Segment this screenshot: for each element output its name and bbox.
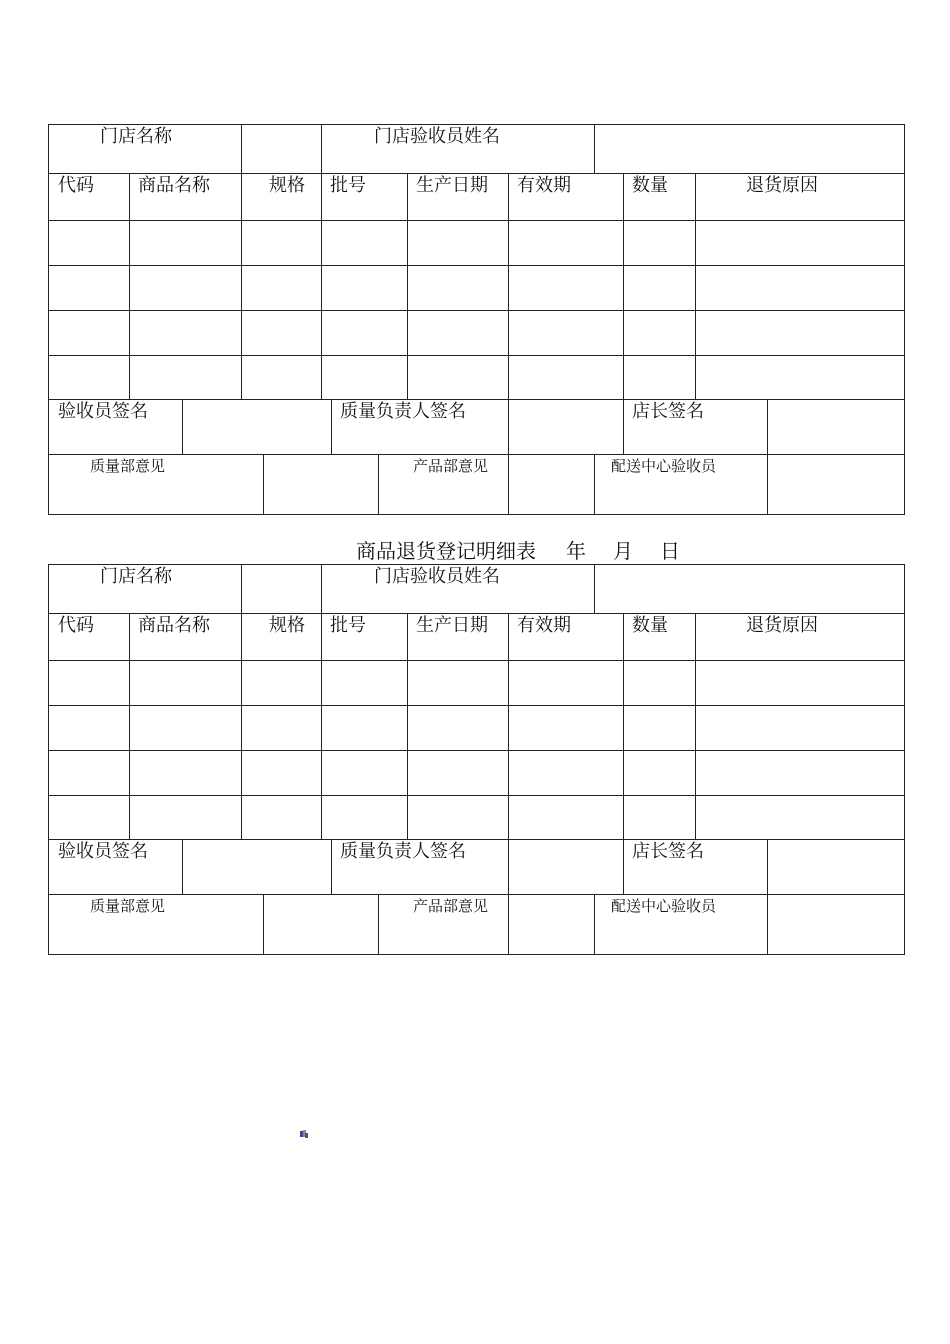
form-title-day: 日 — [660, 539, 680, 563]
receiver-sign-label: 验收员签名 — [58, 401, 148, 422]
embedded-image-icon — [299, 1129, 309, 1139]
product-dept-opinion-label: 产品部意见 — [413, 457, 489, 475]
column-header-spec: 规格 — [269, 615, 305, 636]
form-title-year: 年 — [566, 539, 586, 563]
product-dept-opinion-label: 产品部意见 — [413, 897, 489, 915]
column-header-quantity: 数量 — [632, 615, 668, 636]
return-form-2 — [48, 564, 905, 955]
quality-dept-opinion-label: 质量部意见 — [90, 457, 166, 475]
store-name-label: 门店名称 — [100, 566, 172, 587]
dc-receiver-label: 配送中心验收员 — [611, 897, 717, 915]
receiver-name-label: 门店验收员姓名 — [374, 126, 500, 147]
store-name-label: 门店名称 — [100, 126, 172, 147]
column-header-return-reason: 退货原因 — [746, 615, 818, 636]
column-header-return-reason: 退货原因 — [746, 175, 818, 196]
column-header-expiry: 有效期 — [517, 615, 571, 636]
quality-dept-opinion-label: 质量部意见 — [90, 897, 166, 915]
column-header-production-date: 生产日期 — [416, 615, 488, 636]
quality-manager-sign-label: 质量负责人签名 — [340, 401, 466, 422]
column-header-product-name: 商品名称 — [138, 615, 210, 636]
form-title-month: 月 — [613, 539, 633, 563]
column-header-code: 代码 — [58, 615, 94, 636]
quality-manager-sign-label: 质量负责人签名 — [340, 841, 466, 862]
store-manager-sign-label: 店长签名 — [632, 841, 704, 862]
column-header-batch: 批号 — [330, 175, 366, 196]
column-header-spec: 规格 — [269, 175, 305, 196]
receiver-name-label: 门店验收员姓名 — [374, 566, 500, 587]
column-header-product-name: 商品名称 — [138, 175, 210, 196]
form-title — [356, 541, 680, 561]
store-manager-sign-label: 店长签名 — [632, 401, 704, 422]
return-form-1 — [48, 124, 905, 515]
form-title-text: 商品退货登记明细表 — [356, 539, 536, 563]
column-header-batch: 批号 — [330, 615, 366, 636]
column-header-code: 代码 — [58, 175, 94, 196]
column-header-quantity: 数量 — [632, 175, 668, 196]
column-header-production-date: 生产日期 — [416, 175, 488, 196]
column-header-expiry: 有效期 — [517, 175, 571, 196]
receiver-sign-label: 验收员签名 — [58, 841, 148, 862]
dc-receiver-label: 配送中心验收员 — [611, 457, 717, 475]
